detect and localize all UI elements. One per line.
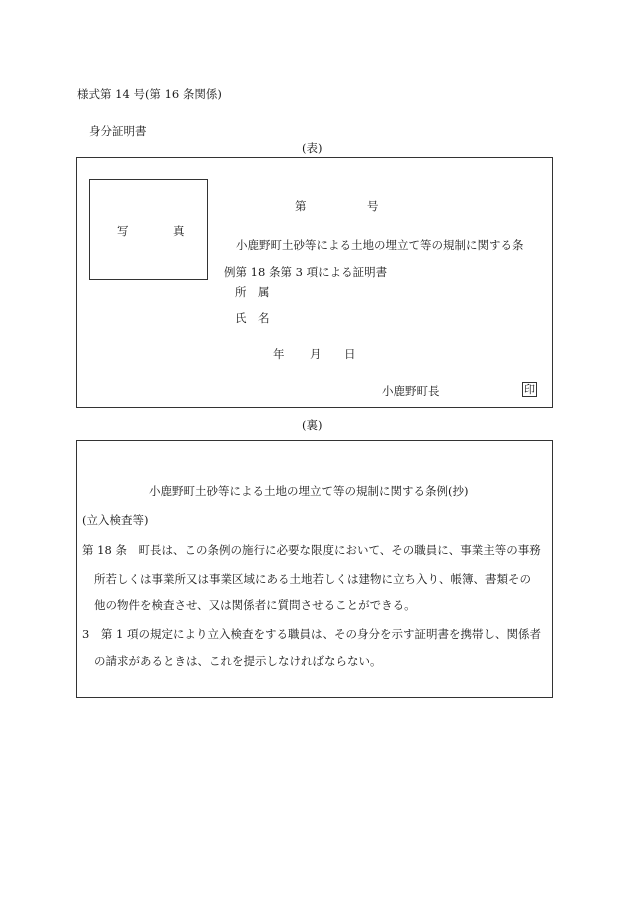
- certificate-number-suffix: 号: [367, 199, 379, 213]
- clause-3-line-2: の請求があるときは、これを提示しなければならない。: [94, 654, 382, 668]
- certificate-number-prefix: 第: [295, 199, 307, 213]
- seal-stamp: 印: [524, 383, 535, 396]
- clause-3-line-1: 3 第 1 項の規定により立入検査をする職員は、その身分を示す証明書を携帯し、関係者: [82, 627, 541, 641]
- date-year: 年: [273, 347, 285, 361]
- article-18-line-1: 第 18 条 町長は、この条例の施行に必要な限度において、その職員に、事業主等の事務: [82, 543, 541, 557]
- photo-char-1: 写: [117, 224, 129, 238]
- back-side-label: (裏): [302, 418, 323, 432]
- ordinance-title: 小鹿野町土砂等による土地の埋立て等の規制に関する条例(抄): [149, 484, 469, 498]
- back-card: [76, 440, 553, 698]
- article-18-line-3: 他の物件を検査させ、又は関係者に質問させることができる。: [94, 598, 416, 612]
- affiliation-label: 所 属: [235, 285, 270, 299]
- document-title: 身分証明書: [89, 124, 147, 138]
- front-card: [76, 157, 553, 408]
- article-18-line-2: 所若しくは事業所又は事業区域にある土地若しくは建物に立ち入り、帳簿、書類その: [94, 572, 531, 586]
- date-day: 日: [344, 347, 356, 361]
- form-number: 様式第 14 号(第 16 条関係): [77, 87, 222, 101]
- name-label: 氏 名: [235, 311, 270, 325]
- section-heading: (立入検査等): [82, 513, 149, 527]
- front-side-label: (表): [302, 141, 323, 155]
- photo-box: [89, 179, 208, 280]
- photo-char-2: 真: [173, 224, 185, 238]
- issuer-name: 小鹿野町長: [382, 384, 440, 398]
- date-month: 月: [310, 347, 322, 361]
- certificate-text-line-2: 例第 18 条第 3 項による証明書: [224, 265, 388, 279]
- certificate-text-line-1: 小鹿野町土砂等による土地の埋立て等の規制に関する条: [236, 238, 524, 252]
